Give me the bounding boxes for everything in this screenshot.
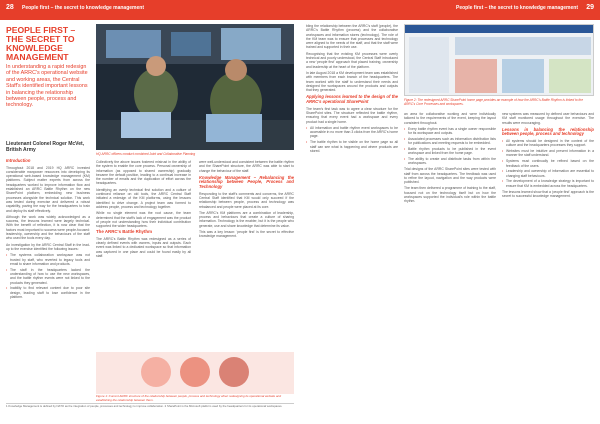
bullet-item: • The staff in the headquarters lacked the understanding of how to use the new workspaces, and the battle rhythm events were not linked to the products they generated. [6,268,90,285]
figure-1-caption: Figure 1: Current ARRC structure of the relationship between people, process and technology when redesigning its operational website and establishing the relationship between them. [96,394,281,402]
photo-caption: HQ ARRC officers conduct combined Joint and Collaborative Planning [96,152,196,156]
bullet-item: • The ability to create and distribute tasks from within the workspaces. [404,157,496,166]
bullet-item: • All information and battle rhythm event workspaces to be accessible in no more than 3 clicks from the ARRC's home page. [306,126,398,139]
body-paragraph: The ARRC's Battle Rhythm was redesigned as a series of clearly defined events with owners, inputs and outputs. Each event was linked to a dedicated workspace so that information was captured in one place and could be found easily by all staff. [96,236,191,258]
bullet-list [404,127,496,166]
body-paragraph: Identifying an overly technical first solution and a culture of continued reliance on old tools, the ARRC Central Staff initiated a redesign of the KM platforms, using the lessons identified to drive change. A project team was formed to address people, process and technology together. [96,187,191,209]
bullet-item: • The systems collaboration workspace was not trusted by staff, who reverted to legacy tools and email to share information and products. [6,253,90,266]
page-number: 29 [586,4,594,11]
right-column-1 [306,24,398,416]
bullet-item: • Associated processes such as information distribution lists for publications and meeting requests to be embedded. [404,137,496,146]
bullet-list [6,253,90,299]
sharepoint-screenshot [404,24,594,96]
left-column-3 [199,160,294,350]
section-heading: Lessons in balancing the relationship between people, process and technology [502,126,594,137]
bullet-item: • Websites must be intuitive and present information in a manner the staff understand. [502,149,594,158]
sharepoint-home-illustration [405,25,594,96]
body-paragraph: Responding to the staff's comments and concerns, the ARRC Central Staff identified that KM would only succeed if the relationship between people, process and technology was rebalanced and people were placed at its core. [199,191,294,209]
body-paragraph: Recognising that the existing KM processes were overly technical and poorly understood, the Central Staff introduced a new 'people first' approach that placed training, ownership and leadership at the heart of the platform. [306,51,398,69]
body-paragraph: Although the work was widely acknowledged as a success, the lessons learned were largely technical. With the benefit of reflection, it is now clear that the factors most important to success were people-focused: leadership, ownership and the behaviours of the staff who used the tools every day. [6,214,90,241]
article-standfirst: In understanding a rapid redesign of the ARRC's operational website and working areas, the Central Staff's identified important lessons in balancing the relationship between people, process and technology. [6,64,88,109]
section-heading: The ARRC's Battle Rhythm [96,229,153,235]
body-paragraph: new systems was measured by defined user behaviours and KM staff monitored usage throughout the exercise. The results were encouraging. [502,112,594,125]
right-page [300,0,600,424]
bullet-list [306,126,398,153]
body-paragraph: The team's first task was to agree a clear structure for the SharePoint sites. The structure reflected the battle rhythm, ensuring that every event had a workspace and every product had a single home. [306,106,398,124]
article-headline: PEOPLE FIRST – THE SECRET TO KNOWLEDGE MANAGEMENT [6,25,76,62]
body-paragraph: The team then delivered a programme of training to the staff, focused not on the technology itself but on how the workspaces supported the individual's role within the battle rhythm. [404,186,496,204]
figure-2-caption: Figure 2: The redesigned ARRC SharePoint home page provides an example of how the ARRC's Battle Rhythm is linked to the ARRC's Core Processes and workspaces. [404,98,583,106]
body-paragraph: The lessons learned show that a 'people first' approach is the secret to successful knowledge management. [502,189,594,198]
body-paragraph: The ARRC's KM platforms are a combination of leadership, process and behaviours that create a culture of sharing information. Technology is the enabler, but it is the people who generate, use and share knowledge that determine its value. [199,210,294,228]
left-column-2 [96,160,191,350]
body-paragraph: In late August 2018 a KM development team was established with members from each branch of the headquarters. The team worked with the staff to understand their needs and designed the workspaces around the products and outputs that they generated. [306,70,398,93]
bullet-item: • All systems should be designed in the context of the culture and the headquarters processes they support. [502,139,594,148]
right-column-2 [404,112,496,416]
bullet-item: • Leadership and ownership of information are essential to changing staff behaviours. [502,169,594,178]
bullet-item: • The development of a knowledge strategy is important to ensure that KM is embedded across the headquarters. [502,179,594,188]
section-heading: Knowledge Management – Rebalancing the relationship between People, Process and Technology [199,174,294,190]
left-column-1 [6,156,90,401]
people-process-technology-diagram [96,352,294,394]
body-paragraph: While no single element was the root cause, the team determined that the staff's lack of engagement was the product of people not understanding how their individual contribution supported the wider headquarters. [96,211,191,229]
photo-planning-officers [96,24,294,150]
left-page-header [0,0,300,20]
right-page-header [300,0,600,20]
section-heading: Introduction [6,158,31,163]
footnotes: 1 Knowledge Management is defined by NATO as the integration of people, processes and technology to improve collaboration. 2 SharePoint is the Microsoft platform used by the headquarters for its operational workspaces. [6,403,294,409]
running-header: People first – the secret to knowledge management [22,5,144,11]
bullet-item: • Battle rhythm products to be published in the event workspace and linked from the home page. [404,147,496,156]
body-paragraph: Trial designs of the ARRC SharePoint sites were tested with staff from across the headquarters. The feedback was used to refine the layout, navigation and the way products were published. [404,167,496,185]
bullet-item: • Every battle rhythm event has a single owner responsible for its workspace and outputs. [404,127,496,136]
body-paragraph: This was a key lesson: 'people first' is the secret to effective knowledge management. [199,230,294,239]
body-paragraph: an area for collaborative working and were individually tailored to the requirements of the event, keeping the layout consistent throughout. [404,112,496,125]
body-paragraph: Throughout 2018 and 2019 HQ ARRC invested considerable manpower resources into developing its operational web-based knowledge management (KM) platforms. Subject matter experts from across the headquarters worked to improve information flow and established an ARRC Battle Rhythm on the new SharePoint platform, embedding new business processes alongside the technical solution. This work was tested during exercise and delivered a robust capability, paving the way for the headquarters to train and deploy its staff effectively. [6,165,90,213]
body-paragraph: Collectively the above issues fostered mistrust in the ability of the system to enable the core process. Personal ownership of information (as opposed to shared ownership) gradually became the default position, leading to a continual increase in the number of emails and the duplication of effort across the headquarters. [96,160,191,186]
body-paragraph: An investigation by the ARRC Central Staff in the lead-up to the exercise identified the following issues: [6,242,90,251]
body-paragraph: were well-understood and consistent between the battle rhythm and the SharePoint structure, the ARRC was able to start to change the behaviour of the staff. [199,160,294,173]
bullet-list [502,139,594,188]
bullet-item: • Inability to find relevant content due to poor site design, leading staff to lose confidence in the platform. [6,286,90,299]
right-column-3 [502,112,594,416]
page-number: 28 [6,4,14,11]
photo-illustration [96,24,294,150]
bullet-item: • Systems must continually be refined based on the feedback of the users. [502,159,594,168]
figure-1-diagram [96,352,294,394]
section-heading: Applying lessons learned to the design of the ARRC's operational SharePoint [306,94,398,105]
bullet-item: • The battle rhythm to be visible on the home page so all staff can see what is happening and where products are stored. [306,140,398,153]
running-header: People first – the secret to knowledge management [456,5,578,11]
article-author: Lieutenant Colonel Roger McVet, British Army [6,141,85,153]
body-paragraph: bling the relationship between the ARRC's staff (people), the ARRC's Battle Rhythm (process) and the collaborative workspaces and information stores (technology). The role of the KM team was to ensure that processes and technology were aligned to the needs of the staff, and that the staff were trained and supported in their use. [306,24,398,50]
